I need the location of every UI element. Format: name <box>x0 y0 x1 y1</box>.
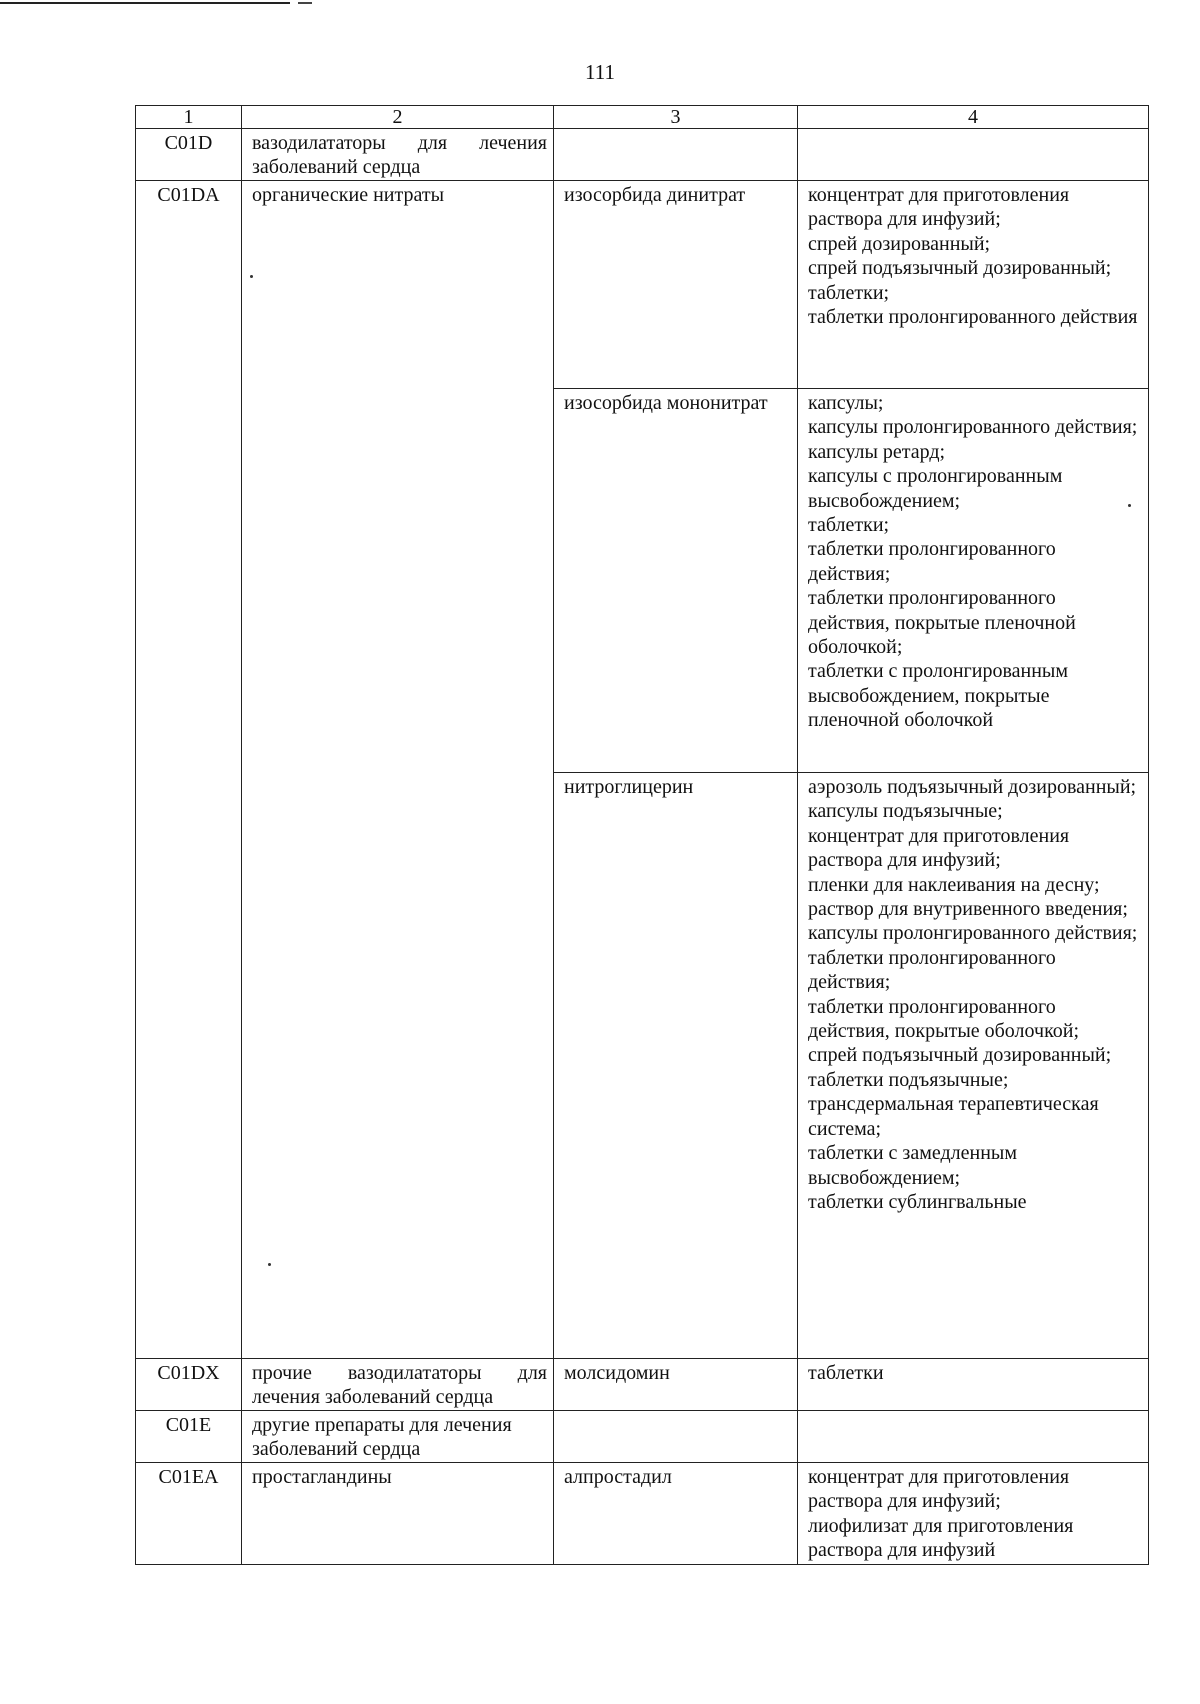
dosage-form-item: таблетки <box>808 1362 884 1384</box>
dosage-form-item: таблетки пролонгированного действия, покрытые оболочкой; <box>808 995 1080 1043</box>
atc-code-cell: C01D <box>136 129 242 181</box>
dosage-form-item: таблетки подъязычные; <box>808 1068 1009 1091</box>
table-header-row <box>136 106 1149 129</box>
dosage-form-item: таблетки; <box>808 281 890 304</box>
scan-speck <box>268 1263 271 1266</box>
table-row <box>136 181 1149 389</box>
drug-table <box>135 105 1149 1565</box>
group-name-cell: органические нитраты <box>242 181 554 1359</box>
dosage-form-item: спрей подъязычный дозированный; <box>808 257 1112 280</box>
atc-code-cell: C01DX <box>136 1359 242 1411</box>
column-header: 3 <box>554 106 798 129</box>
dosage-form-item: капсулы пролонгированного действия; <box>808 416 1138 439</box>
dosage-forms-cell <box>798 129 1149 181</box>
atc-code-cell: C01E <box>136 1411 242 1463</box>
dosage-form-item: капсулы ретард; <box>808 440 946 463</box>
table-row <box>136 129 1149 181</box>
top-rule-dash <box>298 2 312 4</box>
dosage-form-item: трансдермальная терапевтическая система; <box>808 1093 1099 1140</box>
table-row <box>136 1359 1149 1411</box>
dosage-form-item: таблетки пролонгированного действия <box>808 306 1138 329</box>
table-row <box>136 1411 1149 1463</box>
dosage-form-item: концентрат для приготовления раствора для инфузий; <box>808 824 1070 872</box>
dosage-forms-cell <box>798 1463 1149 1565</box>
substance-cell <box>554 1411 798 1463</box>
dosage-form-item: таблетки пролонгированного действия; <box>808 538 1056 585</box>
group-name-cell: простагландины <box>242 1463 554 1565</box>
dosage-forms-cell <box>798 1359 1149 1411</box>
table-row <box>136 1463 1149 1565</box>
atc-code-cell: C01DA <box>136 181 242 1359</box>
top-rule <box>0 2 290 4</box>
column-header: 2 <box>242 106 554 129</box>
column-header: 4 <box>798 106 1149 129</box>
substance-cell: алпростадил <box>554 1463 798 1565</box>
dosage-form-item: раствор для внутривенного введения; <box>808 898 1128 921</box>
dosage-form-item: капсулы подъязычные; <box>808 800 1003 823</box>
substance-cell: изосорбида динитрат <box>554 181 798 389</box>
group-name-cell: прочие вазодилататоры для лечения заболеваний сердца <box>242 1359 554 1411</box>
dosage-form-item: капсулы с пролонгированным высвобождением; <box>808 465 1063 512</box>
dosage-form-item: таблетки пролонгированного действия; <box>808 946 1056 994</box>
substance-cell: молсидомин <box>554 1359 798 1411</box>
substance-cell <box>554 129 798 181</box>
group-name-cell: вазодилататоры для лечения заболеваний сердца <box>242 129 554 181</box>
page-number: 111 <box>585 60 615 84</box>
dosage-form-item: концентрат для приготовления раствора для инфузий; <box>808 1466 1070 1513</box>
substance-cell: изосорбида мононитрат <box>554 389 798 773</box>
dosage-form-item: таблетки; <box>808 514 890 537</box>
dosage-form-item: концентрат для приготовления раствора для инфузий; <box>808 184 1070 231</box>
scan-speck <box>250 275 253 278</box>
atc-code-cell: C01EA <box>136 1463 242 1565</box>
scan-speck <box>1128 504 1131 507</box>
substance-cell: нитроглицерин <box>554 773 798 1359</box>
dosage-form-item: таблетки с замедленным высвобождением; <box>808 1142 1018 1189</box>
dosage-forms-cell <box>798 1411 1149 1463</box>
dosage-form-item: капсулы пролонгированного действия; <box>808 922 1138 945</box>
column-header: 1 <box>136 106 242 129</box>
dosage-form-item: таблетки пролонгированного действия, покрытые пленочной оболочкой; <box>808 587 1076 659</box>
dosage-form-item: спрей подъязычный дозированный; <box>808 1044 1112 1067</box>
dosage-form-item: аэрозоль подъязычный дозированный; <box>808 776 1137 798</box>
dosage-form-item: таблетки с пролонгированным высвобождением, покрытые пленочной оболочкой <box>808 660 1069 732</box>
group-name-cell: другие препараты для лечения заболеваний сердца <box>242 1411 554 1463</box>
dosage-form-item: капсулы; <box>808 392 884 414</box>
dosage-forms-cell <box>798 773 1149 1359</box>
dosage-form-item: лиофилизат для приготовления раствора для инфузий <box>808 1514 1074 1562</box>
dosage-forms-cell <box>798 389 1149 773</box>
dosage-form-item: таблетки сублингвальные <box>808 1190 1027 1213</box>
dosage-form-item: спрей дозированный; <box>808 232 991 255</box>
dosage-forms-cell <box>798 181 1149 389</box>
dosage-form-item: пленки для наклеивания на десну; <box>808 873 1100 896</box>
